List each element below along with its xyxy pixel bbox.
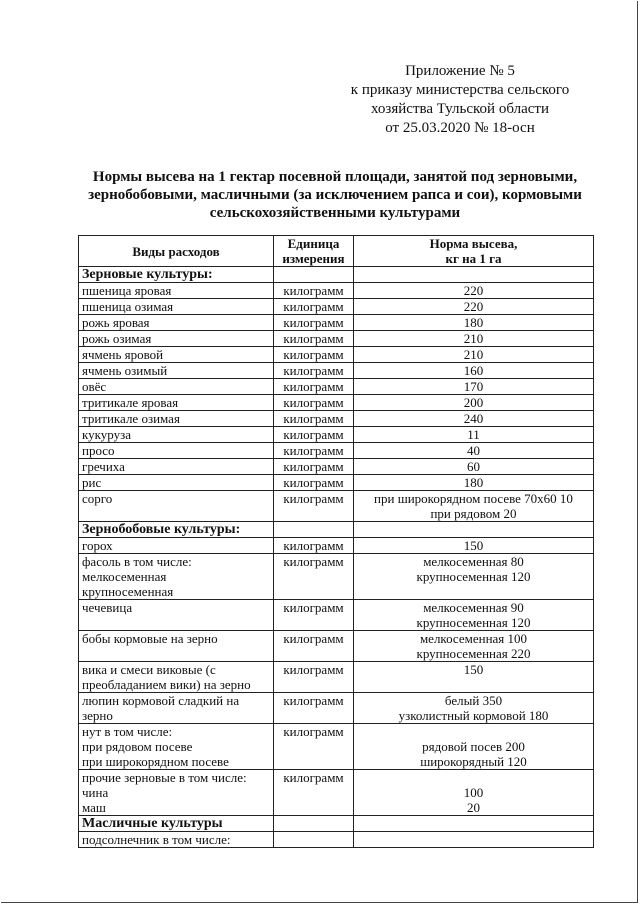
section-row-legume — [79, 522, 594, 538]
table-row-fodder-bean — [79, 631, 594, 662]
section-legume-label: Зернобобовые культуры: — [79, 522, 274, 538]
table-row-pea — [79, 538, 594, 554]
row-unit: килограмм — [274, 538, 354, 554]
section-oil-label: Масличные культуры — [79, 816, 274, 832]
appendix-ministry: хозяйства Тульской области — [371, 101, 549, 117]
row-unit: килограмм — [274, 662, 354, 693]
appendix-date: от 25.03.2020 № 18-осн — [385, 120, 535, 136]
col-seeding-rate: Норма высева, кг на 1 га — [354, 236, 594, 267]
row-name: пшеница яровая — [79, 283, 274, 299]
row-name: бобы кормовые на зерно — [79, 631, 274, 662]
row-rate: 60 — [354, 459, 594, 475]
col-unit: Единица измерения — [274, 236, 354, 267]
row-unit: килограмм — [274, 724, 354, 770]
row-rate: 210 — [354, 331, 594, 347]
row-rate: 150 — [354, 538, 594, 554]
row-unit: килограмм — [274, 459, 354, 475]
row-rate: 180 — [354, 475, 594, 491]
appendix-header — [330, 62, 590, 138]
row-unit: килограмм — [274, 693, 354, 724]
row-name: люпин кормовой сладкий на зерно — [79, 693, 274, 724]
row-rate: 240 — [354, 411, 594, 427]
table-row-sunflower — [79, 832, 594, 848]
row-name: горох — [79, 538, 274, 554]
section-grain-label: Зерновые культуры: — [79, 267, 274, 283]
row-name: кукуруза — [79, 427, 274, 443]
row-name: овёс — [79, 379, 274, 395]
row-name: сорго — [79, 491, 274, 522]
row-rate: 170 — [354, 379, 594, 395]
row-name: рис — [79, 475, 274, 491]
row-rate: 160 — [354, 363, 594, 379]
row-rate: мелкосеменная 100 крупносеменная 220 — [354, 631, 594, 662]
row-name: подсолнечник в том числе: — [79, 832, 274, 848]
appendix-order-ref: к приказу министерства сельского — [350, 82, 570, 98]
row-rate: 150 — [354, 662, 594, 693]
seeding-norms-table — [78, 235, 594, 848]
col-expense-type: Виды расходов — [79, 236, 274, 267]
table-row-lupin — [79, 693, 594, 724]
row-name: просо — [79, 443, 274, 459]
table-row — [79, 315, 594, 331]
row-rate: 100 20 — [354, 770, 594, 816]
row-unit: килограмм — [274, 395, 354, 411]
table-row-bean — [79, 554, 594, 600]
row-name: чечевица — [79, 600, 274, 631]
table-row — [79, 459, 594, 475]
table-row — [79, 347, 594, 363]
row-name: фасоль в том числе: мелкосеменная крупносеменная — [79, 554, 274, 600]
title-line-1: Нормы высева на 1 гектар посевной площади, занятой под зерновыми, — [92, 169, 578, 185]
row-unit: килограмм — [274, 600, 354, 631]
row-unit: килограмм — [274, 631, 354, 662]
row-name: нут в том числе: при рядовом посеве при широкорядном посеве — [79, 724, 274, 770]
row-unit: килограмм — [274, 427, 354, 443]
table-row — [79, 475, 594, 491]
title-line-3: сельскохозяйственными культурами — [209, 205, 461, 221]
table-row — [79, 331, 594, 347]
row-unit: килограмм — [274, 299, 354, 315]
row-unit: килограмм — [274, 491, 354, 522]
table-row-lentil — [79, 600, 594, 631]
row-name: тритикале озимая — [79, 411, 274, 427]
row-name: рожь озимая — [79, 331, 274, 347]
row-rate: 220 — [354, 299, 594, 315]
table-row — [79, 395, 594, 411]
row-unit: килограмм — [274, 283, 354, 299]
row-name: рожь яровая — [79, 315, 274, 331]
row-rate: 200 — [354, 395, 594, 411]
row-rate: 220 — [354, 283, 594, 299]
row-unit: килограмм — [274, 379, 354, 395]
table-row-other-grain — [79, 770, 594, 816]
row-unit: килограмм — [274, 475, 354, 491]
table-row — [79, 379, 594, 395]
title-line-2: зернобобовыми, масличными (за исключением рапса и сои), кормовыми — [88, 187, 582, 203]
row-unit: килограмм — [274, 331, 354, 347]
table-row — [79, 427, 594, 443]
row-rate: 11 — [354, 427, 594, 443]
table-header-row — [79, 236, 594, 267]
document-title — [75, 168, 595, 222]
table-row-vetch — [79, 662, 594, 693]
row-unit: килограмм — [274, 347, 354, 363]
table-row-chickpea — [79, 724, 594, 770]
grain-rows — [79, 283, 594, 491]
row-unit: килограмм — [274, 554, 354, 600]
row-rate: рядовой посев 200 широкорядный 120 — [354, 724, 594, 770]
row-rate: при широкорядном посеве 70х60 10 при рядовом 20 — [354, 491, 594, 522]
table-row — [79, 363, 594, 379]
row-name: вика и смеси виковые (с преобладанием вики) на зерно — [79, 662, 274, 693]
row-name: прочие зерновые в том числе: чина маш — [79, 770, 274, 816]
row-rate: белый 350 узколистный кормовой 180 — [354, 693, 594, 724]
row-name: пшеница озимая — [79, 299, 274, 315]
row-rate: 180 — [354, 315, 594, 331]
section-row-oil — [79, 816, 594, 832]
table-row — [79, 299, 594, 315]
appendix-number: Приложение № 5 — [405, 63, 515, 79]
row-unit: килограмм — [274, 411, 354, 427]
row-name: ячмень озимый — [79, 363, 274, 379]
row-name: ячмень яровой — [79, 347, 274, 363]
row-unit: килограмм — [274, 770, 354, 816]
row-name: гречиха — [79, 459, 274, 475]
row-rate: 210 — [354, 347, 594, 363]
table-row — [79, 411, 594, 427]
table-row — [79, 283, 594, 299]
row-rate: мелкосеменная 80 крупносеменная 120 — [354, 554, 594, 600]
row-unit: килограмм — [274, 315, 354, 331]
row-rate: 40 — [354, 443, 594, 459]
table-row — [79, 443, 594, 459]
row-name: тритикале яровая — [79, 395, 274, 411]
row-rate: мелкосеменная 90 крупносеменная 120 — [354, 600, 594, 631]
section-row-grain — [79, 267, 594, 283]
table-row-sorgo — [79, 491, 594, 522]
row-unit: килограмм — [274, 363, 354, 379]
row-unit: килограмм — [274, 443, 354, 459]
